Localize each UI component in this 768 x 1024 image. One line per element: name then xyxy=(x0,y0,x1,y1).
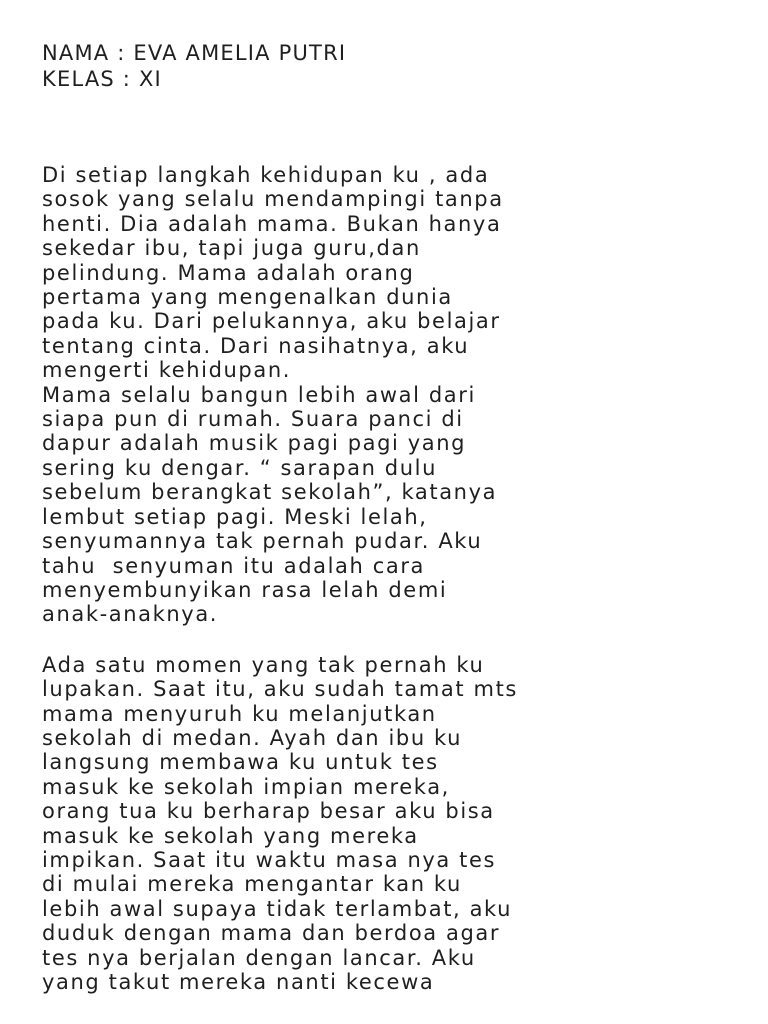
text-line: tahu senyuman itu adalah cara xyxy=(42,553,426,578)
text-line: siapa pun di rumah. Suara panci di xyxy=(42,407,464,432)
text-line: mengerti kehidupan. xyxy=(42,358,292,383)
text-line: sering ku dengar. “ sarapan dulu xyxy=(42,455,437,480)
text-line: orang tua ku berharap besar aku bisa xyxy=(42,799,495,824)
text-line: pada ku. Dari pelukannya, aku belajar xyxy=(42,309,501,334)
text-line: Di setiap langkah kehidupan ku , ada xyxy=(42,163,490,187)
essay-body xyxy=(42,163,762,994)
text-line: sekedar ibu, tapi juga guru,dan xyxy=(42,236,421,261)
student-header xyxy=(42,40,742,92)
text-line: di mulai mereka mengantar kan ku xyxy=(42,872,462,897)
text-line: pelindung. Mama adalah orang xyxy=(42,260,415,285)
text-line: senyumannya tak pernah pudar. Aku xyxy=(42,529,483,554)
text-line: masuk ke sekolah yang mereka xyxy=(42,823,419,848)
text-line: langsung membawa ku untuk tes xyxy=(42,750,439,775)
text-line: sosok yang selalu mendampingi tanpa xyxy=(42,187,504,212)
student-name-line: NAMA : EVA AMELIA PUTRI xyxy=(42,41,347,65)
text-line: mama menyuruh ku melanjutkan xyxy=(42,701,437,726)
text-line: lembut setiap pagi. Meski lelah, xyxy=(42,504,428,529)
text-line: pertama yang mengenalkan dunia xyxy=(42,285,453,310)
text-line: tes nya berjalan dengan lancar. Aku xyxy=(42,945,476,970)
text-line: menyembunyikan rasa lelah demi xyxy=(42,577,448,602)
text-line: dapur adalah musik pagi pagi yang xyxy=(42,431,467,456)
text-line: masuk ke sekolah impian mereka, xyxy=(42,774,450,799)
text-line: Ada satu momen yang tak pernah ku xyxy=(42,652,485,677)
text-line: yang takut mereka nanti kecewa xyxy=(42,970,435,994)
text-line: anak-anaknya. xyxy=(42,602,219,627)
text-line: tentang cinta. Dari nasihatnya, aku xyxy=(42,333,470,358)
text-line: lupakan. Saat itu, aku sudah tamat mts xyxy=(42,677,518,702)
text-line: henti. Dia adalah mama. Bukan hanya xyxy=(42,211,502,236)
text-line: sekolah di medan. Ayah dan ibu ku xyxy=(42,725,463,750)
text-line: impikan. Saat itu waktu masa nya tes xyxy=(42,847,497,872)
paragraph-2 xyxy=(42,653,762,995)
paragraph-1 xyxy=(42,163,762,627)
text-line: lebih awal supaya tidak terlambat, aku xyxy=(42,896,513,921)
text-line: duduk dengan mama dan berdoa agar xyxy=(42,921,501,946)
text-line: sebelum berangkat sekolah”, katanya xyxy=(42,480,498,505)
student-class-line: KELAS : XI xyxy=(42,67,162,91)
text-line: Mama selalu bangun lebih awal dari xyxy=(42,382,476,407)
